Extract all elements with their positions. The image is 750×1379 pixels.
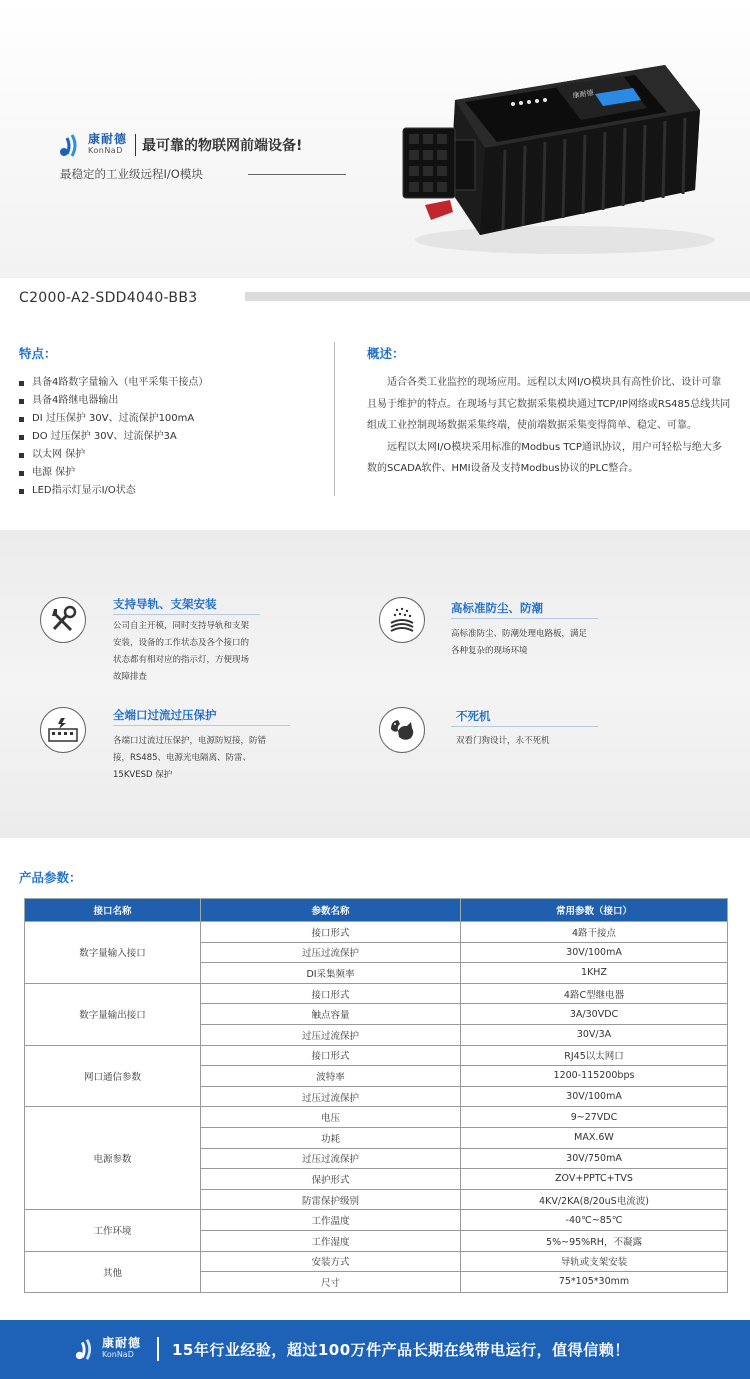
features-list: [19, 374, 319, 500]
highlight-desc: 各端口过流过压保护，电源防短接，防错 接，RS485、电源光电隔离、防雷、 15KVESD 保护: [113, 736, 267, 780]
table-header-row: [25, 899, 728, 922]
list-item: DI 过压保护 30V、过流保护100mA: [19, 410, 319, 428]
highlight-desc: 高标准防尘、防潮处理电路板，满足 各种复杂的现场环境: [451, 629, 588, 656]
group-cell: 数字量输出接口: [25, 983, 201, 1045]
logo-cn-text: 康耐德: [102, 1336, 142, 1350]
table-row: 防雷保护级别 4KV/2KA(8/20uS电流波): [25, 1189, 728, 1210]
terminal-protection-icon: [40, 707, 86, 753]
table-row: 过压过流保护 30V/3A: [25, 1024, 728, 1045]
highlight-title: 高标准防尘、防潮: [451, 601, 543, 615]
list-item: 电源 保护: [19, 464, 319, 482]
svg-text:康耐德: 康耐德: [572, 88, 595, 100]
konnad-logo-icon: [58, 132, 84, 158]
dustproof-icon: [379, 597, 425, 643]
list-item: 以太网 保护: [19, 446, 319, 464]
logo-en-text: KonNaD: [102, 1350, 134, 1359]
table-row: 保护形式 ZOV+PPTC+TVS: [25, 1169, 728, 1190]
hero-slogan: 最可靠的物联网前端设备!: [142, 138, 303, 154]
table-row: 尺寸 75*105*30mm: [25, 1272, 728, 1293]
model-number: C2000-A2-SDD4040-BB3: [19, 290, 198, 306]
tools-icon: [40, 597, 86, 643]
highlight-desc: 公司自主开模，同时支持导轨和支架 安装，设备的工作状态及各个接口的 状态都有相对应的指示灯，方便现场 故障排查: [113, 621, 250, 682]
params-table: [24, 898, 728, 1293]
table-row: 数字量输入接口 接口形式 4路干接点: [25, 922, 728, 943]
konnad-logo-icon: [74, 1337, 98, 1361]
list-item: LED指示灯显示I/O状态: [19, 482, 319, 500]
group-cell: 工作环境: [25, 1210, 201, 1251]
watchdog-icon: [379, 707, 425, 753]
table-row: DI采集频率 1KHZ: [25, 963, 728, 984]
highlight-title: 支持导轨、支架安装: [113, 597, 217, 611]
column-header: 参数名称: [201, 899, 461, 922]
section-divider: [334, 342, 335, 496]
brand-logo: [58, 132, 302, 158]
table-row: 工作湿度 5%~95%RH，不凝露: [25, 1230, 728, 1251]
overview-paragraph: 适合各类工业监控的现场应用。远程以太网I/O模块具有高性价比、设计可靠且易于维护的特点。在现场与其它数据采集模块通过TCP/IP网络或RS485总线共同组成工业控制现场数据采集终端，使前端数据采集变得简单、稳定、可靠。: [367, 377, 731, 431]
model-bar: [245, 292, 750, 301]
footer-logo: [74, 1337, 141, 1361]
list-item: 具备4路继电器输出: [19, 392, 319, 410]
footer-divider: [157, 1337, 159, 1361]
list-item: DO 过压保护 30V、过流保护3A: [19, 428, 319, 446]
table-row: 波特率 1200-115200bps: [25, 1066, 728, 1087]
group-cell: 其他: [25, 1251, 201, 1292]
subtitle-rule: [248, 174, 346, 175]
footer-banner: [0, 1320, 750, 1379]
footer-slogan: 15年行业经验，超过100万件产品长期在线带电运行，值得信赖！: [172, 1341, 630, 1359]
overview-body: [367, 372, 731, 480]
table-row: 过压过流保护 30V/100mA: [25, 1086, 728, 1107]
hero-banner: [0, 0, 750, 278]
logo-en-text: KonNaD: [88, 146, 123, 155]
features-title: 特点：: [19, 346, 57, 361]
params-table-wrap: [24, 898, 728, 1293]
group-cell: 数字量输入接口: [25, 922, 201, 984]
group-cell: 网口通信参数: [25, 1045, 201, 1107]
column-header: 接口名称: [25, 899, 201, 922]
overview-title: 概述：: [367, 346, 405, 361]
overview-paragraph: 远程以太网I/O模块采用标准的Modbus TCP通讯协议，用户可轻松与绝大多数的SCADA软件、HMI设备及支持Modbus协议的PLC整合。: [367, 441, 722, 474]
params-title: 产品参数：: [19, 870, 82, 885]
table-row: 网口通信参数 接口形式 RJ45以太网口: [25, 1045, 728, 1066]
logo-cn-text: 康耐德: [88, 132, 128, 146]
table-row: 触点容量 3A/30VDC: [25, 1004, 728, 1025]
group-cell: 电源参数: [25, 1107, 201, 1210]
highlight-title: 全端口过流过压保护: [113, 708, 217, 722]
hero-subtitle: 最稳定的工业级远程I/O模块: [60, 167, 203, 181]
table-row: 工作环境 工作温度 -40℃~85℃: [25, 1210, 728, 1231]
table-row: 过压过流保护 30V/750mA: [25, 1148, 728, 1169]
table-row: 电源参数 电压 9~27VDC: [25, 1107, 728, 1128]
highlights-band: [0, 530, 750, 838]
table-row: 过压过流保护 30V/100mA: [25, 942, 728, 963]
column-header: 常用参数（接口）: [461, 899, 728, 922]
highlight-title: 不死机: [456, 709, 491, 723]
highlight-desc: 双看门狗设计，永不死机: [456, 736, 550, 746]
table-row: 数字量输出接口 接口形式 4路C型继电器: [25, 983, 728, 1004]
logo-divider: [135, 134, 136, 156]
list-item: 具备4路数字量输入（电平采集干接点）: [19, 374, 319, 392]
device-illustration: [395, 40, 725, 270]
table-row: 其他 安装方式 导轨或支架安装: [25, 1251, 728, 1272]
table-row: 功耗 MAX.6W: [25, 1127, 728, 1148]
